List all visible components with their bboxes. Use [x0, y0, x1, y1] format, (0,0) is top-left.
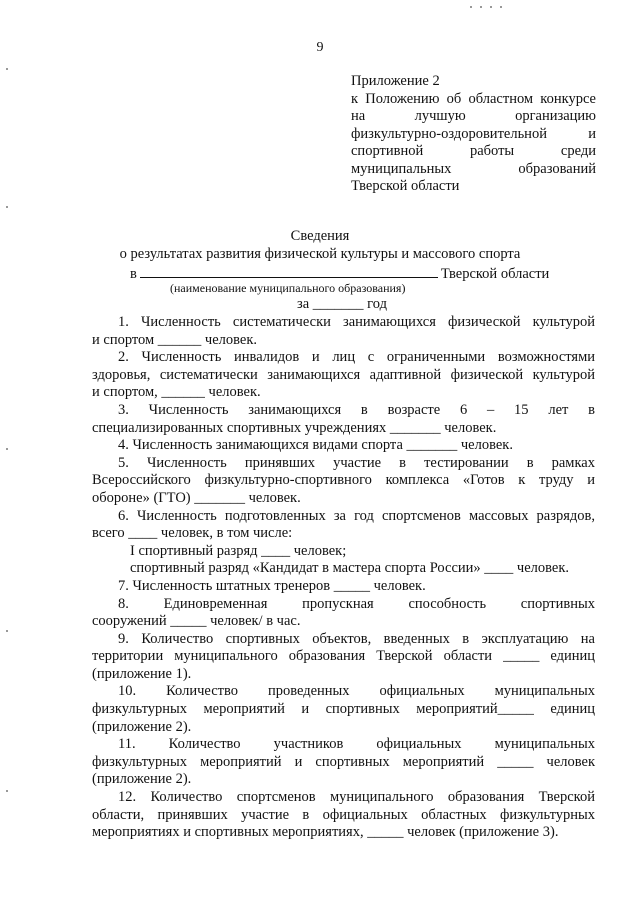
body-line: сооружений _____ человек/ в час.	[92, 613, 301, 630]
body-line: физкультурных мероприятий и спортивных мероприятий _____ человек	[92, 753, 595, 770]
body-line: 2. Численность инвалидов и лиц с ограниченными возможностями	[118, 349, 595, 366]
body-line: 4. Численность занимающихся видами спорта _______ человек.	[118, 437, 513, 454]
body-line: всего ____ человек, в том числе:	[92, 525, 293, 542]
scan-mark	[6, 448, 8, 450]
appendix-line: к Положению об областном конкурсе	[351, 90, 596, 107]
document-body	[92, 314, 595, 842]
body-line: специализированных спортивных учреждениях _______ человек.	[92, 419, 497, 436]
body-line: территории муниципального образования Тверской области _____ единиц	[92, 648, 595, 665]
page-number: 9	[316, 40, 324, 55]
body-line: 1. Численность систематически занимающихся физической культурой	[118, 314, 595, 330]
scan-mark	[500, 6, 502, 8]
municipality-suffix: Тверской области	[440, 266, 550, 282]
body-line: 6. Численность подготовленных за год спортсменов массовых разрядов,	[118, 507, 595, 524]
body-line: Всероссийского физкультурно-спортивного комплекса «Готов к труду и	[92, 472, 595, 489]
year-line: за _______ год	[297, 296, 387, 312]
body-line: и спортом ______ человек.	[92, 331, 258, 348]
body-line: области, принявших участие в официальных областных физкультурных	[92, 806, 595, 823]
body-line: обороне» (ГТО) _______ человек.	[92, 489, 301, 506]
scan-mark	[470, 6, 472, 8]
appendix-line: на лучшую организацию	[351, 108, 596, 124]
appendix-line: муниципальных образований	[351, 160, 596, 177]
body-line: и спортом, ______ человек.	[92, 384, 261, 401]
scan-mark	[6, 206, 8, 208]
body-line: 7. Численность штатных тренеров _____ человек.	[118, 577, 426, 594]
municipality-prefix: в	[130, 266, 137, 282]
body-line: физкультурных мероприятий и спортивных мероприятий_____ единиц	[92, 701, 595, 718]
appendix-line: спортивной работы среди	[351, 143, 596, 159]
body-line: (приложение 2).	[92, 771, 192, 788]
body-line: 12. Количество спортсменов муниципального образования Тверской	[118, 789, 595, 806]
document-subtitle: о результатах развития физической культуры и массового спорта	[119, 246, 521, 262]
body-line: (приложение 1).	[92, 665, 192, 682]
scan-mark	[6, 630, 8, 632]
municipality-note: (наименование муниципального образования)	[170, 281, 406, 295]
document-title: Сведения	[290, 228, 350, 244]
scan-mark	[480, 6, 482, 8]
scan-mark	[6, 68, 8, 70]
body-line: спортивный разряд «Кандидат в мастера спорта России» ____ человек.	[130, 560, 570, 577]
body-line: 8. Единовременная пропускная способность спортивных	[118, 595, 595, 612]
appendix-block	[351, 73, 596, 196]
appendix-line: физкультурно-оздоровительной и	[351, 125, 596, 142]
body-line: 5. Численность принявших участие в тестировании в рамках	[118, 454, 595, 471]
body-line: здоровья, систематически занимающихся адаптивной физической культурой	[92, 366, 595, 383]
body-line: мероприятиях и спортивных мероприятиях, _____ человек (приложение 3).	[92, 824, 559, 841]
scan-mark	[6, 790, 8, 792]
municipality-blank	[140, 264, 438, 278]
appendix-line: Тверской области	[351, 178, 460, 194]
body-line: 9. Количество спортивных объектов, введенных в эксплуатацию на	[118, 630, 595, 647]
body-line: 10. Количество проведенных официальных муниципальных	[118, 683, 595, 700]
body-line: (приложение 2).	[92, 718, 192, 735]
appendix-line: Приложение 2	[351, 73, 440, 89]
scan-mark	[490, 6, 492, 8]
body-line: 3. Численность занимающихся в возрасте 6 – 15 лет в	[118, 401, 595, 418]
body-line: 11. Количество участников официальных муниципальных	[118, 736, 595, 753]
body-line: I спортивный разряд ____ человек;	[130, 542, 347, 559]
